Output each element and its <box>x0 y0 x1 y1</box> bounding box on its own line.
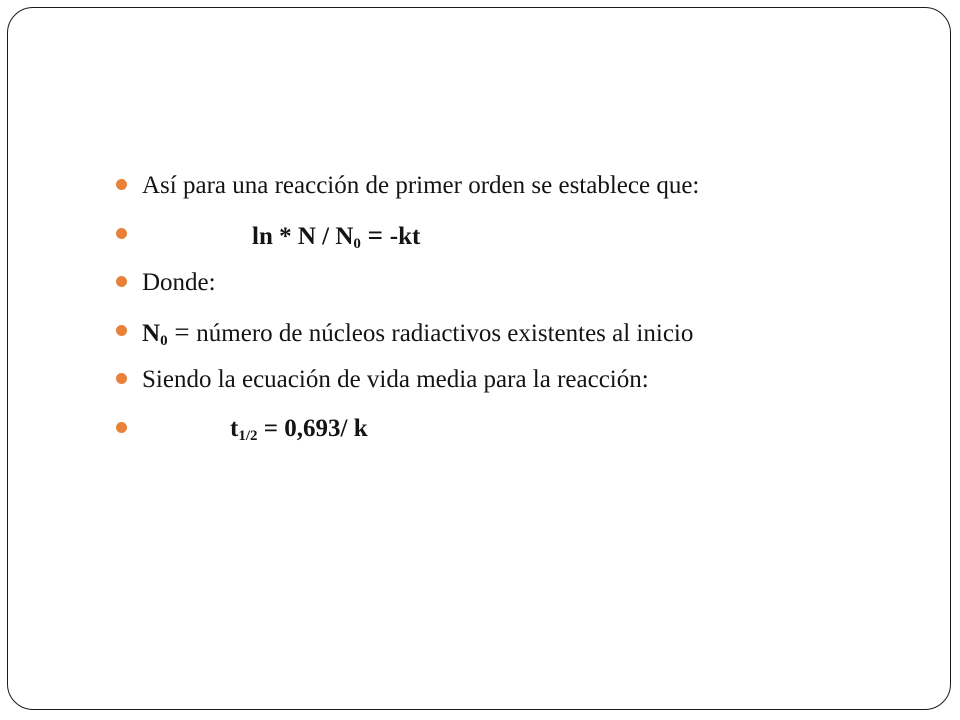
formula-half-life <box>142 415 368 442</box>
formula-half-life-t: t <box>230 414 239 442</box>
bullet-dot-icon <box>116 325 127 336</box>
definition-text: número de núcleos radiactivos existentes al inicio <box>196 319 694 347</box>
definition-subscript: 0 <box>160 332 168 349</box>
bullet-item <box>116 164 699 213</box>
slide-frame <box>7 7 951 710</box>
formula-half-life-rhs: = 0,693/ k <box>257 414 368 442</box>
bullet-item <box>116 261 699 310</box>
bullet-item-formula-ln <box>116 213 699 262</box>
bullet-text: Siendo la ecuación de vida media para la reacción: <box>142 366 649 393</box>
bullet-dot-icon <box>116 179 127 190</box>
formula-ln-subscript: 0 <box>353 235 361 252</box>
definition-symbol: N <box>142 319 161 347</box>
bullet-dot-icon <box>116 276 127 287</box>
bullet-item-definition <box>116 310 699 359</box>
bullet-item <box>116 358 699 407</box>
bullet-text: Donde: <box>142 269 216 296</box>
bullet-dot-icon <box>116 228 127 239</box>
bullet-dot-icon <box>116 422 127 433</box>
formula-ln <box>142 219 421 252</box>
bullet-list <box>116 164 699 455</box>
bullet-text: Así para una reacción de primer orden se establece que: <box>142 172 700 199</box>
definition-equals: = <box>167 316 197 347</box>
formula-ln-equals: = <box>360 219 390 250</box>
formula-ln-lhs: ln * N / N <box>252 222 354 250</box>
bullet-dot-icon <box>116 373 127 384</box>
formula-ln-rhs: -kt <box>389 222 421 250</box>
bullet-item-formula-half-life <box>116 407 699 456</box>
formula-half-life-subscript: 1/2 <box>238 427 258 444</box>
